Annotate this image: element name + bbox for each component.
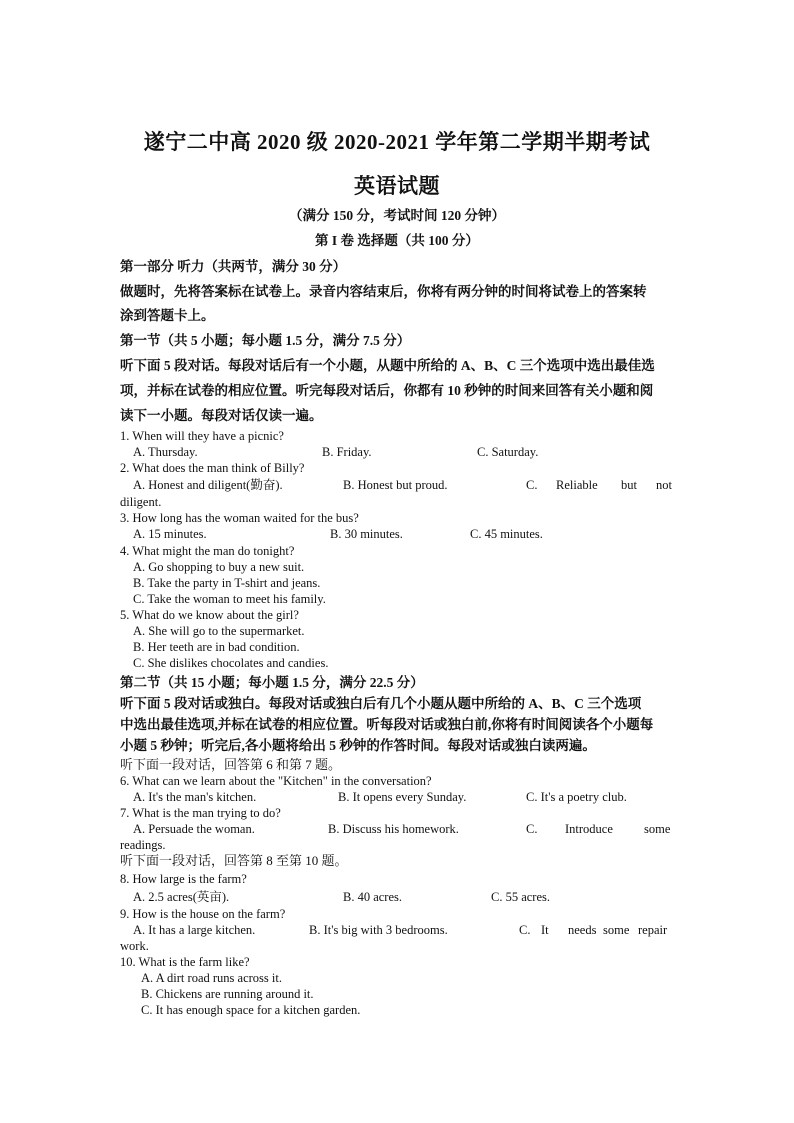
question-2-option-c-continuation: diligent.: [120, 495, 162, 509]
question-4-option-a: A. Go shopping to buy a new suit.: [133, 560, 305, 574]
volume-title: 第 I 卷 选择题（共 100 分）: [315, 233, 479, 248]
question-9-option-c-word: It: [541, 923, 549, 937]
dialog-instruction: 听下面一段对话，回答第 8 至第 10 题。: [120, 853, 348, 868]
question-8-option-b: B. 40 acres.: [343, 890, 403, 904]
question-8-stem: 8. How large is the farm?: [120, 872, 247, 886]
question-9-option-c-continuation: work.: [120, 939, 149, 953]
part1-instruction-line: 涂到答题卡上。: [120, 308, 215, 323]
question-4-option-b: B. Take the party in T-shirt and jeans.: [133, 576, 321, 590]
question-9-stem: 9. How is the house on the farm?: [120, 907, 286, 921]
section2-instruction-line: 中选出最佳选项,并标在试卷的相应位置。听每段对话或独白前,你将有时间阅读各个小题每: [120, 717, 654, 732]
question-10-option-a: A. A dirt road runs across it.: [141, 971, 282, 985]
question-6-option-c: C. It's a poetry club.: [526, 790, 627, 804]
question-5-option-b: B. Her teeth are in bad condition.: [133, 640, 300, 654]
question-2-option-c-word: not: [656, 478, 672, 492]
exam-info: （满分 150 分，考试时间 120 分钟）: [289, 208, 505, 223]
question-7-option-c-word: Introduce: [565, 822, 613, 836]
question-2-option-c-word: but: [621, 478, 637, 492]
question-10-option-b: B. Chickens are running around it.: [141, 987, 314, 1001]
question-6-option-b: B. It opens every Sunday.: [338, 790, 467, 804]
section1-heading: 第一节（共 5 小题；每小题 1.5 分，满分 7.5 分）: [120, 333, 411, 348]
question-7-stem: 7. What is the man trying to do?: [120, 806, 281, 820]
question-7-option-c-label: C.: [526, 822, 538, 836]
question-8-option-a: A. 2.5 acres(英亩).: [133, 890, 230, 904]
question-9-option-b: B. It's big with 3 bedrooms.: [309, 923, 448, 937]
question-2-option-c-label: C.: [526, 478, 538, 492]
question-8-option-c: C. 55 acres.: [491, 890, 551, 904]
question-7-option-c-word: some: [644, 822, 671, 836]
question-7-option-a: A. Persuade the woman.: [133, 822, 255, 836]
question-9-option-c-word: needs: [568, 923, 597, 937]
question-3-option-a: A. 15 minutes.: [133, 527, 207, 541]
question-5-option-c: C. She dislikes chocolates and candies.: [133, 656, 329, 670]
part1-heading: 第一部分 听力（共两节，满分 30 分）: [120, 259, 347, 274]
section2-instruction-line: 听下面 5 段对话或独白。每段对话或独白后有几个小题从题中所给的 A、B、C 三个选项: [120, 696, 642, 711]
section2-heading: 第二节（共 15 小题；每小题 1.5 分，满分 22.5 分）: [120, 675, 424, 690]
question-9-option-c-label: C.: [519, 923, 531, 937]
question-2-option-b: B. Honest but proud.: [343, 478, 448, 492]
question-9-option-a: A. It has a large kitchen.: [133, 923, 256, 937]
question-9-option-c-word: some: [603, 923, 630, 937]
question-7-option-b: B. Discuss his homework.: [328, 822, 459, 836]
section1-instruction-line: 项，并标在试卷的相应位置。听完每段对话后，你都有 10 秒钟的时间来回答有关小题和阅: [120, 383, 654, 398]
exam-title: 遂宁二中高 2020 级 2020-2021 学年第二学期半期考试: [143, 130, 651, 154]
question-4-option-c: C. Take the woman to meet his family.: [133, 592, 326, 606]
question-10-option-c: C. It has enough space for a kitchen garden.: [141, 1003, 361, 1017]
question-2-option-c-word: Reliable: [556, 478, 598, 492]
question-9-option-c-word: repair: [638, 923, 668, 937]
question-5-stem: 5. What do we know about the girl?: [120, 608, 299, 622]
dialog-instruction: 听下面一段对话，回答第 6 和第 7 题。: [120, 757, 342, 772]
question-1-option-a: A. Thursday.: [133, 445, 198, 459]
question-3-option-c: C. 45 minutes.: [470, 527, 543, 541]
question-2-stem: 2. What does the man think of Billy?: [120, 461, 305, 475]
part1-instruction-line: 做题时，先将答案标在试卷上。录音内容结束后，你将有两分钟的时间将试卷上的答案转: [120, 284, 647, 299]
question-10-stem: 10. What is the farm like?: [120, 955, 250, 969]
question-1-option-b: B. Friday.: [322, 445, 372, 459]
question-6-option-a: A. It's the man's kitchen.: [133, 790, 257, 804]
subject-title: 英语试题: [354, 174, 440, 198]
question-7-option-c-continuation: readings.: [120, 838, 166, 852]
question-3-option-b: B. 30 minutes.: [330, 527, 403, 541]
question-5-option-a: A. She will go to the supermarket.: [133, 624, 305, 638]
question-4-stem: 4. What might the man do tonight?: [120, 544, 295, 558]
question-3-stem: 3. How long has the woman waited for the bus?: [120, 511, 359, 525]
section1-instruction-line: 读下一小题。每段对话仅读一遍。: [120, 408, 323, 423]
question-1-option-c: C. Saturday.: [477, 445, 539, 459]
section1-instruction-line: 听下面 5 段对话。每段对话后有一个小题，从题中所给的 A、B、C 三个选项中选出最佳选: [120, 358, 655, 373]
section2-instruction-line: 小题 5 秒钟；听完后,各小题将给出 5 秒钟的作答时间。每段对话或独白读两遍。: [120, 738, 596, 753]
question-2-option-a: A. Honest and diligent(勤奋).: [133, 478, 283, 492]
question-6-stem: 6. What can we learn about the "Kitchen" in the conversation?: [120, 774, 432, 788]
question-1-stem: 1. When will they have a picnic?: [120, 429, 284, 443]
